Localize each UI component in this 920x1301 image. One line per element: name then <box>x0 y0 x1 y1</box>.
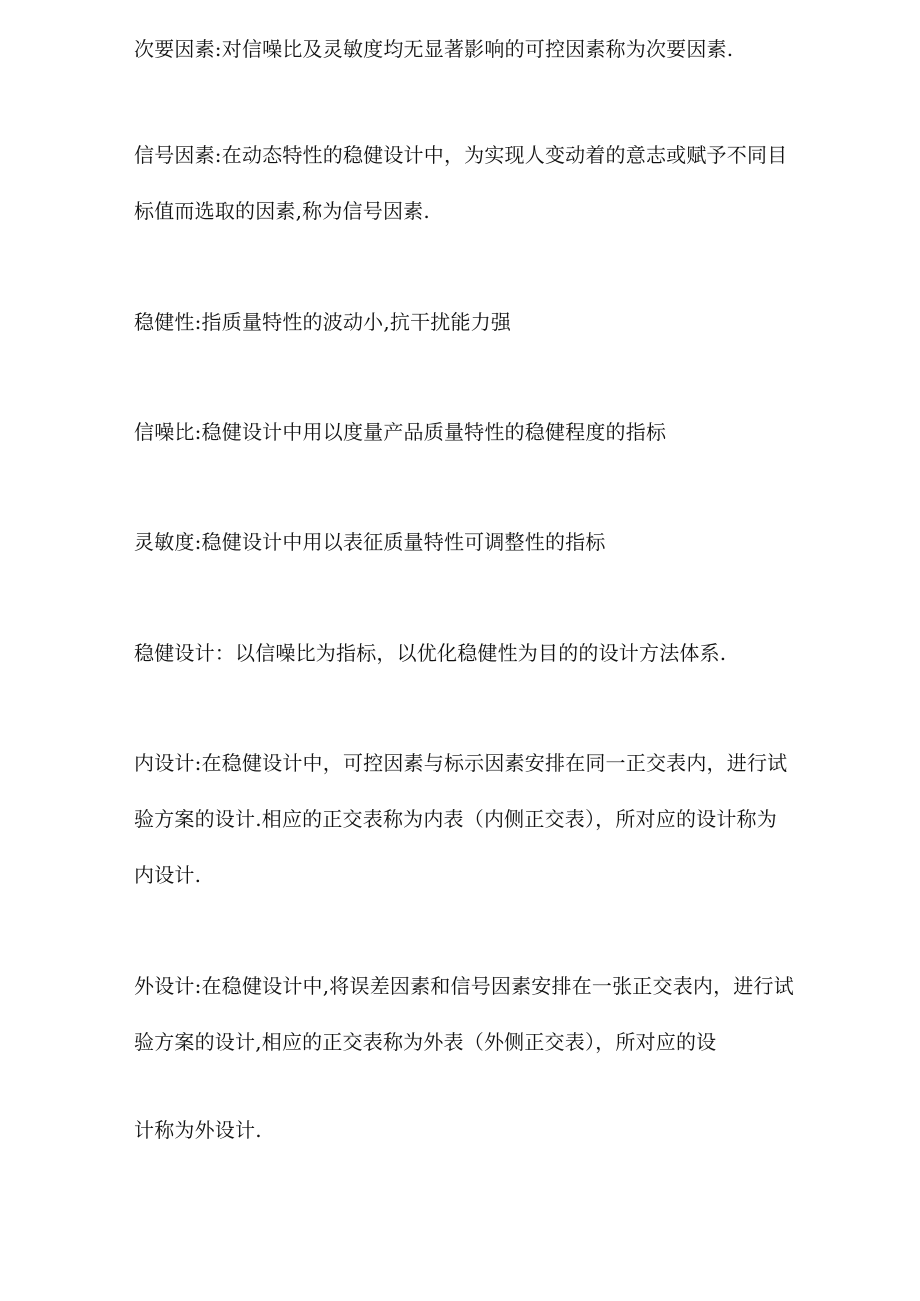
outer-design-line-1: 外设计:在稳健设计中,将误差因素和信号因素安排在一张正交表内，进行试 <box>134 974 794 998</box>
outer-design-line-3: 计称为外设计. <box>134 1118 262 1142</box>
signal-factor-line-1: 信号因素:在动态特性的稳健设计中，为实现人变动着的意志或赋予不同目 <box>134 143 788 167</box>
sensitivity-line-1: 灵敏度:稳健设计中用以表征质量特性可调整性的指标 <box>134 530 606 554</box>
signal-factor-line-2: 标值而选取的因素,称为信号因素. <box>134 199 430 223</box>
secondary-factor-line-1: 次要因素:对信噪比及灵敏度均无显著影响的可控因素称为次要因素. <box>134 37 734 61</box>
inner-design-line-2: 验方案的设计.相应的正交表称为内表（内侧正交表），所对应的设计称为 <box>134 807 777 831</box>
inner-design-line-1: 内设计:在稳健设计中，可控因素与标示因素安排在同一正交表内，进行试 <box>134 751 788 775</box>
inner-design-line-3: 内设计. <box>134 863 202 887</box>
robust-design-line-1: 稳健设计：以信噪比为指标，以优化稳健性为目的的设计方法体系. <box>134 641 727 665</box>
signal-to-noise-ratio-line-1: 信噪比:稳健设计中用以度量产品质量特性的稳健程度的指标 <box>134 420 667 444</box>
outer-design-line-2: 验方案的设计,相应的正交表称为外表（外侧正交表），所对应的设 <box>134 1030 717 1054</box>
robustness-line-1: 稳健性:指质量特性的波动小,抗干扰能力强 <box>134 310 512 334</box>
